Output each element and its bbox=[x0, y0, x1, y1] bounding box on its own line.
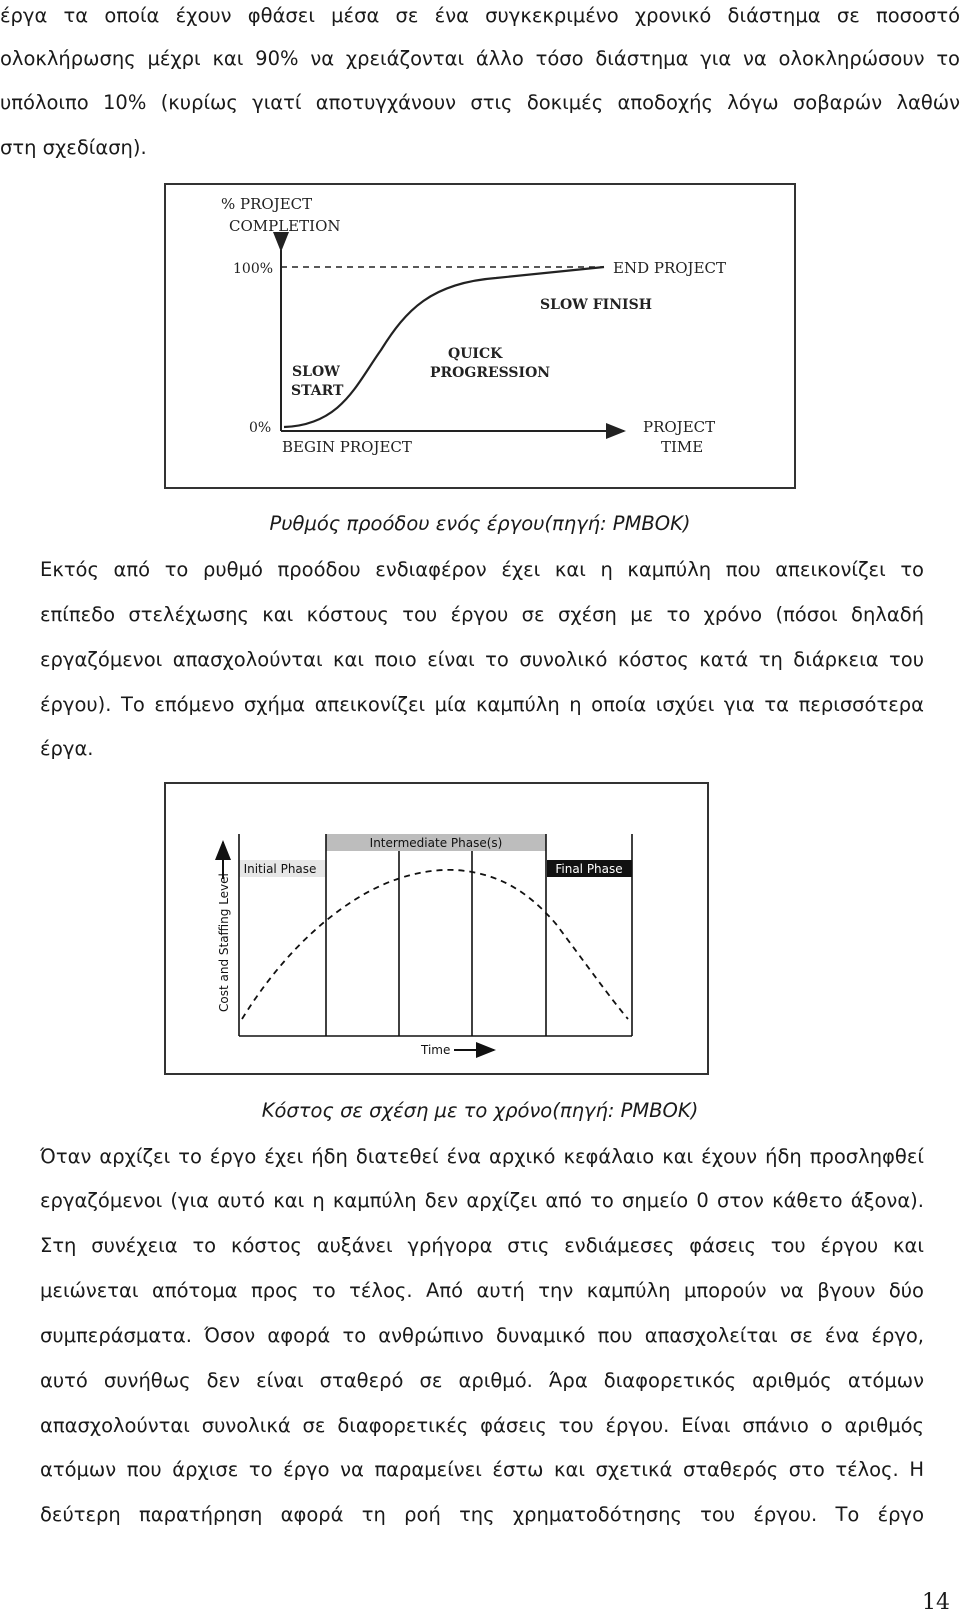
initial-phase-label: Initial Phase bbox=[243, 862, 317, 876]
intro-line-4: στη σχεδίαση). bbox=[0, 136, 147, 159]
final-line-6: αυτό συνήθως δεν είναι σταθερό σε αριθμό. Άρα διαφορετικός αριθμός ατόμων bbox=[40, 1369, 924, 1392]
label-0: 0% bbox=[249, 420, 272, 436]
final-line-8: ατόμων που άρχισε το έργο να παραμείνει έστω και σχετικά σταθερός στο τέλος. Η bbox=[40, 1458, 924, 1481]
final-line-7: απασχολούνται συνολικά σε διαφορετικές φάσεις του έργου. Είναι σπάνιο ο αριθμός bbox=[40, 1414, 924, 1437]
x-title-line-1: PROJECT bbox=[643, 418, 716, 436]
slow-finish-label: SLOW FINISH bbox=[540, 297, 652, 313]
slow-start-label-1: SLOW bbox=[292, 364, 340, 380]
final-line-9: δεύτερη παρατήρηση αφορά τη ροή της χρηματοδότησης του έργου. Το έργο bbox=[40, 1503, 924, 1526]
middle-line-5: έργα. bbox=[40, 737, 94, 760]
middle-line-1: Εκτός από το ρυθμό προόδου ενδιαφέρον έχει και η καμπύλη που απεικονίζει το bbox=[40, 558, 924, 581]
intro-line-1: έργα τα οποία έχουν φθάσει μέσα σε ένα συγκεκριμένο χρονικό διάστημα σε ποσοστό bbox=[0, 4, 960, 27]
x-axis-label: Time bbox=[421, 1043, 451, 1057]
cost-curve bbox=[242, 870, 628, 1019]
figure2-caption: Κόστος σε σχέση με το χρόνο(πηγή: PMBOK) bbox=[261, 1099, 699, 1122]
label-100: 100% bbox=[233, 261, 274, 277]
x-title-line-2: TIME bbox=[661, 438, 704, 456]
progress-curve-figure bbox=[164, 183, 796, 489]
final-line-1: Όταν αρχίζει το έργο έχει ήδη διατεθεί ένα αρχικό κεφάλαιο και έχουν ήδη προσληφθεί bbox=[40, 1145, 924, 1168]
final-line-4: μειώνεται απότομα προς το τέλος. Από αυτή την καμπύλη μπορούν να βγουν δύο bbox=[40, 1279, 924, 1302]
middle-line-4: έργου). Το επόμενο σχήμα απεικονίζει μία καμπύλη η οποία ισχύει για τα περισσότερα bbox=[40, 693, 924, 716]
s-curve bbox=[284, 267, 604, 427]
final-line-5: συμπεράσματα. Όσον αφορά το ανθρώπινο δυναμικό που απασχολείται σε ένα έργο, bbox=[40, 1324, 924, 1347]
quick-label-1: QUICK bbox=[448, 346, 503, 362]
quick-label-2: PROGRESSION bbox=[430, 365, 551, 381]
cost-curve-figure bbox=[164, 782, 709, 1075]
intro-line-3: υπόλοιπο 10% (κυρίως γιατί αποτυγχάνουν στις δοκιμές αποδοχής λόγω σοβαρών λαθών bbox=[0, 91, 960, 114]
intermediate-phase-label: Intermediate Phase(s) bbox=[369, 836, 503, 850]
begin-project-label: BEGIN PROJECT bbox=[282, 438, 412, 456]
y-title-line-1: % PROJECT bbox=[221, 195, 313, 213]
intro-line-2: ολοκλήρωσης μέχρι και 90% να χρειάζονται άλλο τόσο διάστημα για να ολοκληρώσουν το bbox=[0, 47, 960, 70]
y-axis-label: Cost and Staffing Level bbox=[217, 873, 231, 1012]
final-line-3: Στη συνέχεια το κόστος αυξάνει γρήγορα στις ενδιάμεσες φάσεις του έργου και bbox=[40, 1234, 924, 1257]
cost-curve-diagram bbox=[166, 784, 707, 1073]
y-title-line-2: COMPLETION bbox=[229, 217, 341, 235]
middle-line-2: επίπεδο στελέχωσης και κόστους του έργου σε σχέση με το χρόνο (πόσοι δηλαδή bbox=[40, 603, 924, 626]
page-number: 14 bbox=[922, 1590, 950, 1615]
final-phase-label: Final Phase bbox=[555, 862, 623, 876]
middle-line-3: εργαζόμενοι απασχολούνται και ποιο είναι το συνολικό κόστος κατά τη διάρκεια του bbox=[40, 648, 924, 671]
slow-start-label-2: START bbox=[291, 383, 344, 399]
final-line-2: εργαζόμενοι (για αυτό και η καμπύλη δεν αρχίζει από το σημείο 0 στον κάθετο άξονα). bbox=[40, 1189, 924, 1212]
progress-curve-diagram bbox=[166, 185, 794, 487]
figure1-caption: Ρυθμός προόδου ενός έργου(πηγή: PMBOK) bbox=[269, 512, 691, 535]
end-project-label: END PROJECT bbox=[613, 259, 726, 277]
